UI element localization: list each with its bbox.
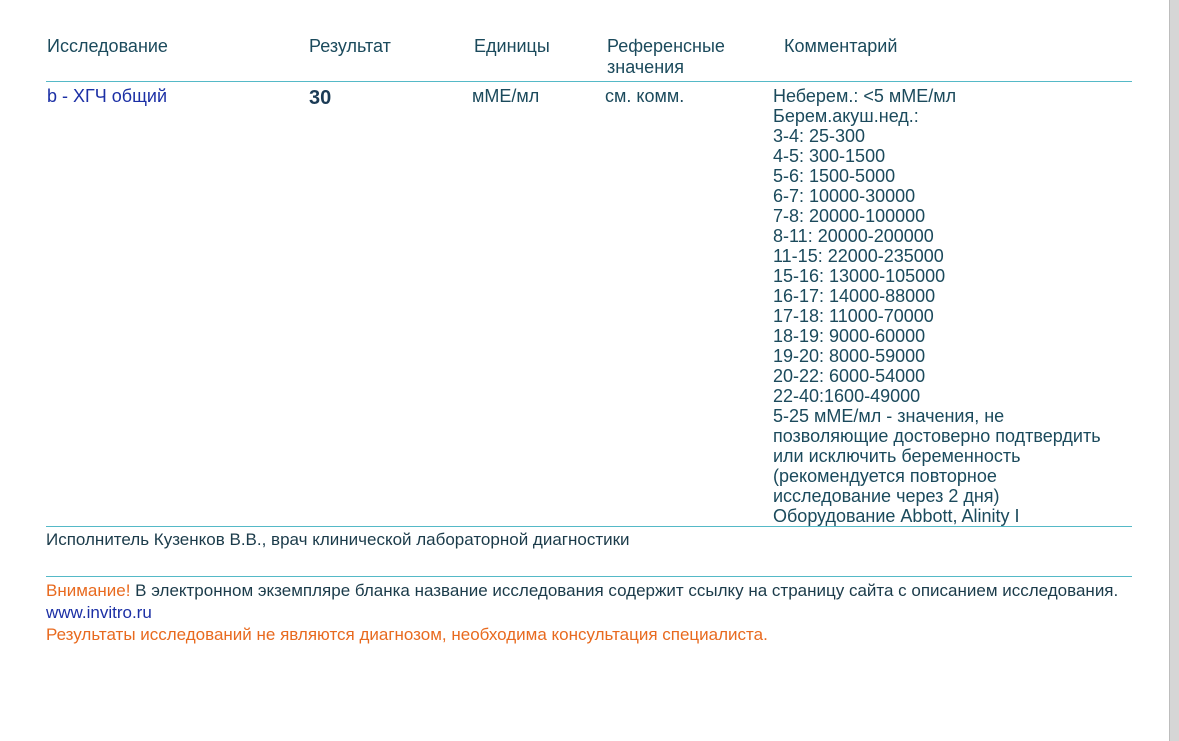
- header-divider: [46, 81, 1132, 82]
- header-study: Исследование: [47, 36, 168, 56]
- comment-line: 22-40:1600-49000: [773, 386, 921, 406]
- row-divider: [46, 526, 1132, 527]
- comment-line: 4-5: 300-1500: [773, 146, 886, 166]
- result-value: 30: [309, 87, 332, 109]
- comment-line: 8-11: 20000-200000: [773, 226, 934, 246]
- comment-line: позволяющие достоверно подтвердить: [773, 426, 1101, 446]
- header-reference-line2: значения: [607, 57, 684, 77]
- reference-value: см. комм.: [605, 86, 685, 106]
- study-name-link[interactable]: b - ХГЧ общий: [47, 86, 167, 106]
- header-comment: Комментарий: [784, 36, 898, 56]
- header-reference: [607, 36, 725, 78]
- comment-line: или исключить беременность: [773, 446, 1021, 466]
- units-value: мМЕ/мл: [472, 86, 540, 106]
- comment-line: 5-25 мМЕ/мл - значения, не: [773, 406, 1005, 426]
- comment-line: 15-16: 13000-105000: [773, 266, 946, 286]
- disclaimer-text: Результаты исследований не являются диагнозом, необходима консультация специалиста.: [46, 625, 768, 644]
- comment-line: Оборудование Abbott, Alinity I: [773, 506, 1020, 526]
- site-link[interactable]: www.invitro.ru: [46, 603, 152, 622]
- attention-text: В электронном экземпляре бланка название исследования содержит ссылку на страницу сайта с описанием исследования.: [130, 581, 1119, 600]
- comment-line: (рекомендуется повторное: [773, 466, 997, 486]
- comment-line: 16-17: 14000-88000: [773, 286, 936, 306]
- attention-label: Внимание!: [46, 581, 131, 600]
- header-result: Результат: [309, 36, 391, 56]
- comment-line: 17-18: 11000-70000: [773, 306, 934, 326]
- comment-line: 5-6: 1500-5000: [773, 166, 896, 186]
- viewer-background: [1170, 0, 1179, 741]
- comment-line: 19-20: 8000-59000: [773, 346, 926, 366]
- notice-block: [46, 580, 1141, 646]
- comment-line: 7-8: 20000-100000: [773, 206, 926, 226]
- comment-line: 6-7: 10000-30000: [773, 186, 916, 206]
- comment-line: 18-19: 9000-60000: [773, 326, 926, 346]
- performer-line: Исполнитель Кузенков В.В., врач клинической лабораторной диагностики: [46, 530, 630, 549]
- comment-line: Неберем.: <5 мМЕ/мл: [773, 86, 957, 106]
- comment-block: [773, 86, 1153, 526]
- footer-divider: [46, 576, 1132, 577]
- comment-line: исследование через 2 дня): [773, 486, 1000, 506]
- comment-line: Берем.акуш.нед.:: [773, 106, 919, 126]
- comment-line: 11-15: 22000-235000: [773, 246, 944, 266]
- header-reference-line1: Референсные: [607, 36, 725, 56]
- comment-line: 3-4: 25-300: [773, 126, 866, 146]
- comment-line: 20-22: 6000-54000: [773, 366, 926, 386]
- header-units: Единицы: [474, 36, 550, 56]
